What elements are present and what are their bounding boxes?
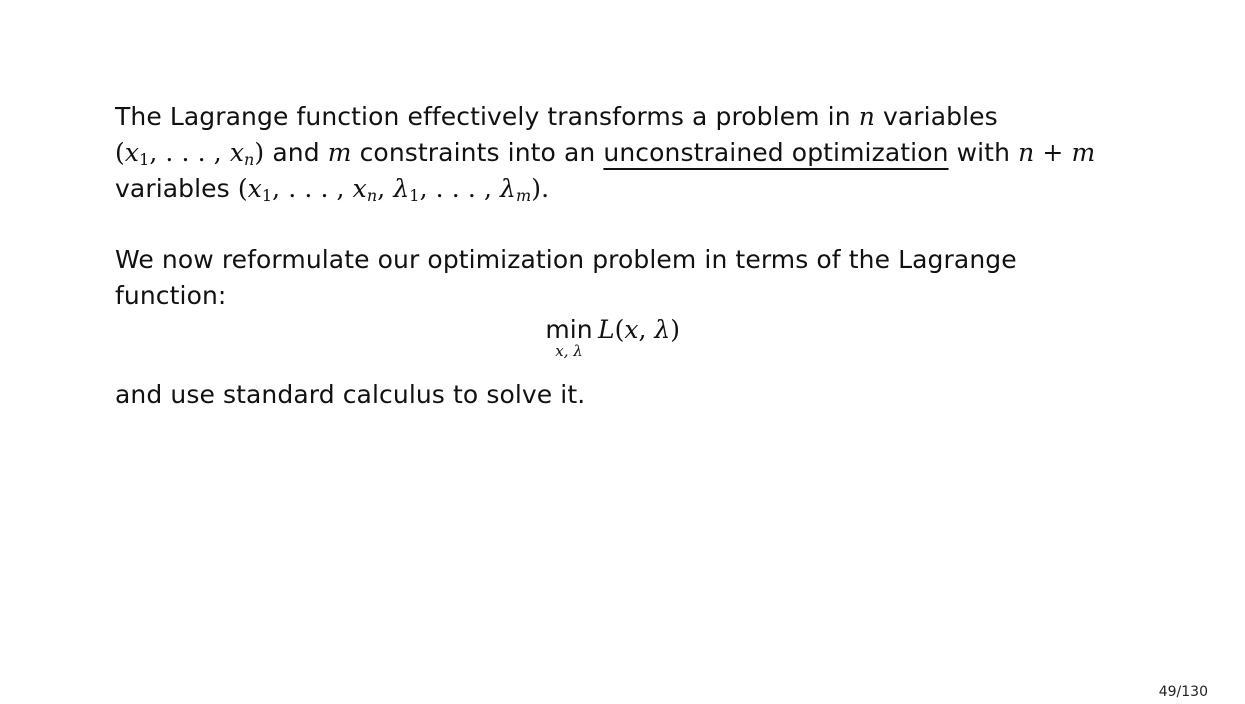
math-m: m (327, 138, 352, 167)
math-plus: + (1034, 138, 1072, 167)
math-x: x (624, 315, 639, 344)
min-word: min (545, 315, 593, 344)
math-ellipsis: , . . . , (272, 174, 353, 203)
display-equation (540, 312, 740, 368)
paragraph-calculus (115, 377, 585, 413)
text-span: variables (874, 102, 998, 131)
lagrange-expression (598, 312, 680, 348)
paragraph-line: function: (115, 281, 227, 310)
paragraph-line (115, 135, 1095, 171)
math-paren: ( (237, 174, 248, 203)
math-L: L (598, 315, 615, 344)
math-paren: ) (670, 315, 681, 344)
text-span: constraints into an (351, 138, 604, 167)
math-x: x (124, 138, 140, 167)
math-subscript: n (366, 186, 378, 205)
math-ellipsis: , . . . , (149, 138, 230, 167)
math-paren: ) (254, 138, 265, 167)
text-span: variables (115, 174, 238, 203)
paragraph-lagrange-transform (115, 99, 1095, 207)
math-subscript: m (516, 186, 532, 205)
math-x: x (247, 174, 262, 203)
page-number: 49/130 (1158, 684, 1208, 700)
text-span: and (264, 138, 328, 167)
math-n: n (858, 102, 875, 131)
math-lambda: λ (393, 174, 410, 203)
min-subscript: x, λ (555, 342, 583, 360)
math-comma: , (638, 315, 655, 344)
math-subscript: 1 (139, 150, 150, 169)
text-span: with (948, 138, 1019, 167)
math-x: x (352, 174, 367, 203)
math-ellipsis: , . . . , (419, 174, 501, 203)
text-span: The Lagrange function effectively transforms a problem in (115, 102, 859, 131)
math-lambda: λ (500, 174, 516, 203)
math-comma: , (377, 174, 394, 203)
math-subscript: n (244, 150, 255, 169)
paragraph-line (115, 99, 1095, 135)
math-n: n (1018, 138, 1035, 167)
paragraph-line (115, 171, 1095, 207)
paragraph-line: We now reformulate our optimization problem in terms of the Lagrange (115, 245, 1017, 274)
math-subscript: 1 (409, 186, 420, 205)
paragraph-reformulate (115, 242, 1017, 314)
math-lambda: λ (654, 315, 671, 344)
math-paren: ( (614, 315, 625, 344)
math-x: x (229, 138, 245, 167)
math-subscript: 1 (261, 186, 273, 205)
min-operator (544, 312, 594, 358)
math-paren: ( (115, 138, 125, 167)
math-close: ). (531, 174, 550, 203)
math-m: m (1071, 138, 1096, 167)
underlined-phrase: unconstrained optimization (603, 138, 949, 167)
paragraph-line: and use standard calculus to solve it. (115, 380, 586, 409)
